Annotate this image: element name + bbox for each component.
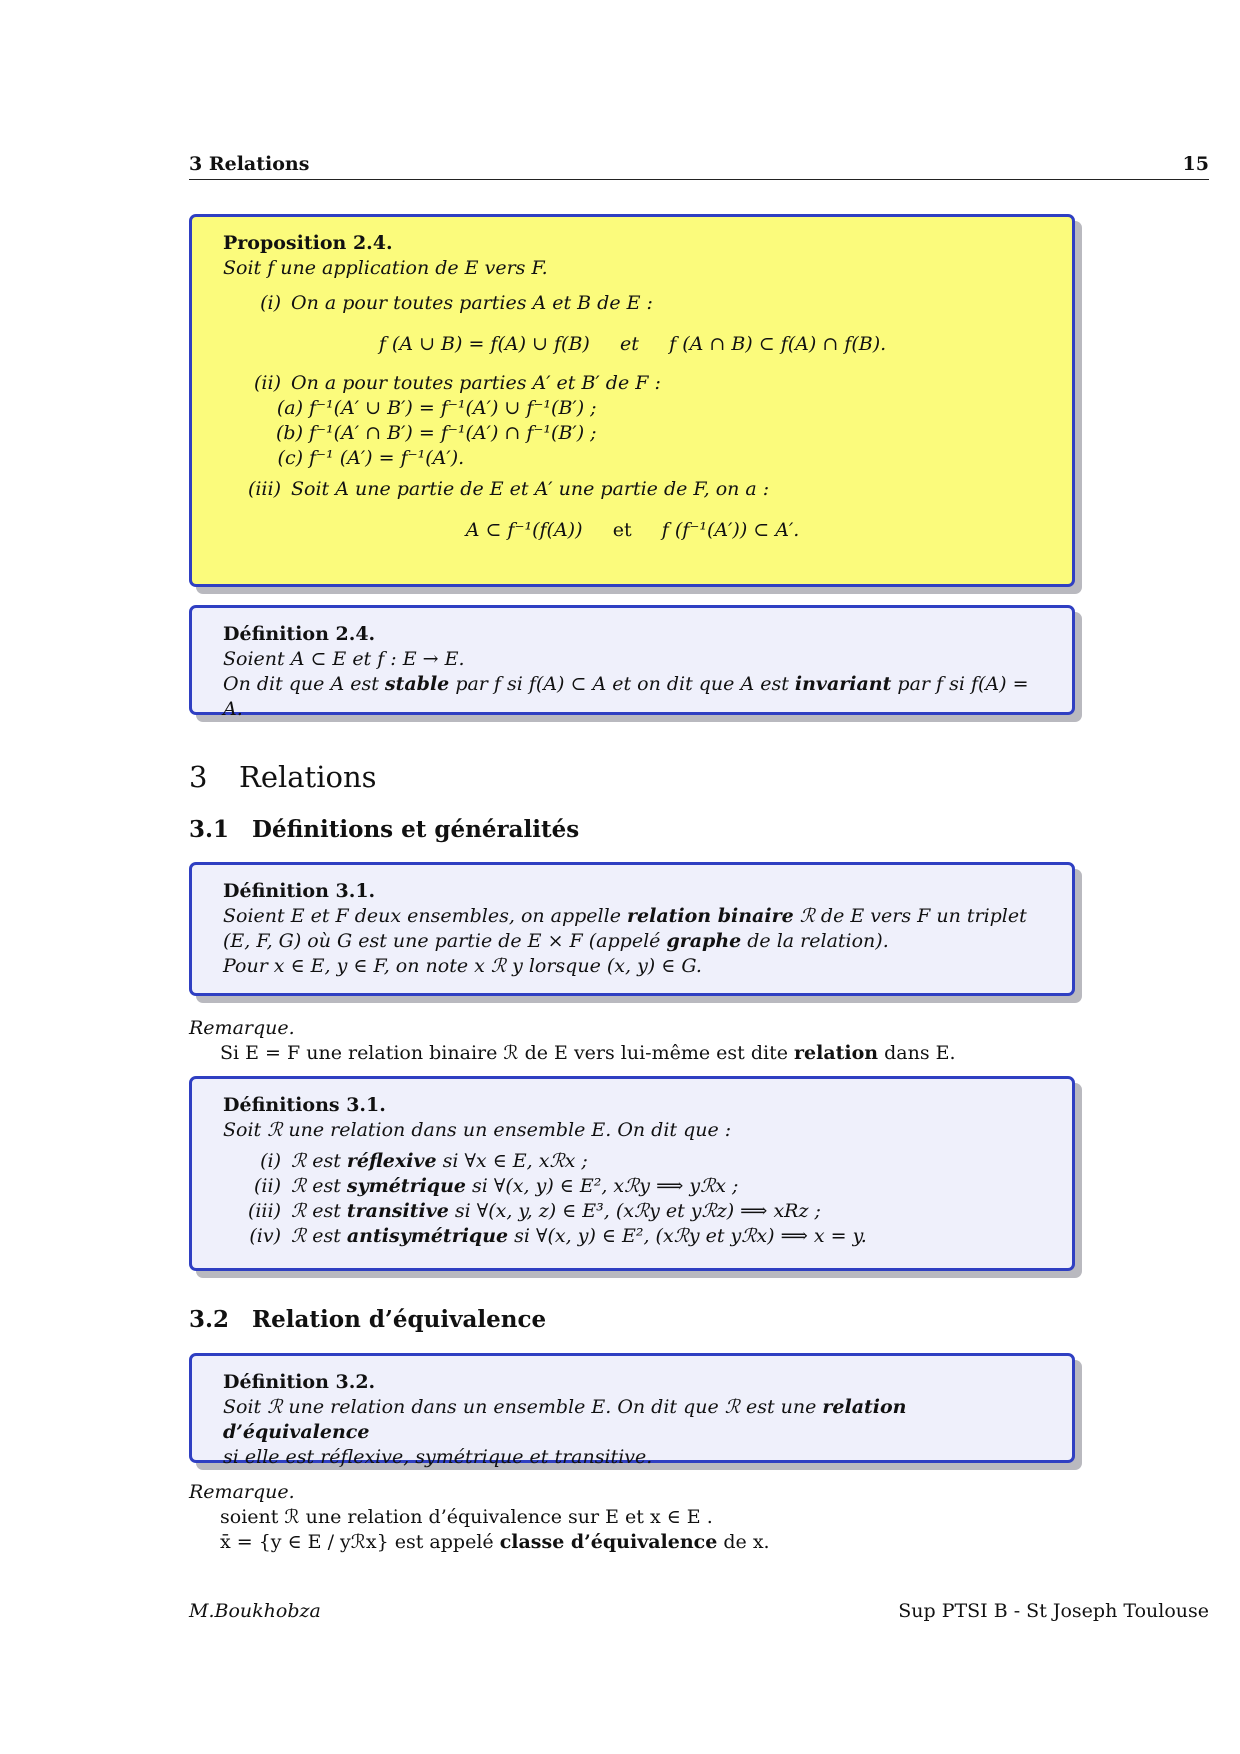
- sub-label: (b): [276, 422, 303, 444]
- footer-school: Sup PTSI B - St Joseph Toulouse: [898, 1600, 1209, 1622]
- section-heading: [189, 760, 377, 794]
- remark-line: x̄ = {y ∈ E / yℛx} est appelé classe d’équivalence de x.: [220, 1531, 770, 1553]
- sub-text: f⁻¹(A′ ∩ B′) = f⁻¹(A′) ∩ f⁻¹(B′) ;: [309, 422, 597, 444]
- running-header-section: 3 Relations: [189, 153, 310, 175]
- formula-preimage: [223, 518, 1042, 543]
- definition-line: Soient E et F deux ensembles, on appelle relation binaire ℛ de E vers F un triplet: [223, 905, 1027, 927]
- definition-line: On dit que A est stable par f si f(A) ⊂ A et on dit que A est invariant par f si f(A) = A.: [223, 673, 1029, 720]
- item-text: Soit A une partie de E et A′ une partie de F, on a :: [291, 478, 770, 500]
- definition-line: si elle est réflexive, symétrique et transitive.: [223, 1446, 653, 1468]
- formula-right: f (f⁻¹(A′)) ⊂ A′.: [661, 519, 800, 541]
- item-text: On a pour toutes parties A et B de E :: [291, 292, 653, 314]
- item-label: (i): [260, 292, 281, 314]
- item-label: (iv): [249, 1225, 281, 1247]
- keyword: transitive: [346, 1200, 449, 1222]
- keyword: réflexive: [346, 1150, 437, 1172]
- formula-mid: et: [612, 519, 632, 541]
- keyword-graphe: graphe: [666, 930, 742, 952]
- definition-line: Pour x ∈ E, y ∈ F, on note x ℛ y lorsque (x, y) ∈ G.: [223, 955, 702, 977]
- sub-label: (a): [276, 397, 303, 419]
- proposition-item-ii-c: [223, 446, 1042, 471]
- definition-3-2-box: [189, 1353, 1075, 1468]
- definition-title: Définitions 3.1.: [223, 1094, 386, 1116]
- definition-2-4-box: [189, 605, 1075, 720]
- definition-title: Définition 2.4.: [223, 623, 376, 645]
- formula-right: f (A ∩ B) ⊂ f(A) ∩ f(B).: [669, 333, 887, 355]
- item-label: (i): [260, 1150, 281, 1172]
- properties-list: [223, 1149, 1042, 1249]
- page-footer: [189, 1600, 1209, 1622]
- property-reflexive: (i) ℛ est réflexive si ∀x ∈ E, xℛx ;: [223, 1149, 1042, 1174]
- keyword-invariant: invariant: [794, 673, 892, 695]
- formula-left: A ⊂ f⁻¹(f(A)): [465, 519, 583, 541]
- definitions-3-1-box: [189, 1076, 1075, 1271]
- property-antisymmetric: (iv) ℛ est antisymétrique si ∀(x, y) ∈ E², (xℛy et yℛx) ⟹ x = y.: [223, 1224, 1042, 1249]
- item-label: (ii): [254, 1175, 281, 1197]
- proposition-intro: Soit f une application de E vers F.: [223, 257, 548, 279]
- proposition-item-iii: [223, 477, 1042, 502]
- sub-text: f⁻¹(A′ ∪ B′) = f⁻¹(A′) ∪ f⁻¹(B′) ;: [309, 397, 597, 419]
- keyword-relation: relation: [794, 1042, 879, 1064]
- subsection-heading: [189, 1306, 546, 1333]
- subsection-number: 3.2: [189, 1306, 230, 1333]
- definition-line: Soient A ⊂ E et f : E → E.: [223, 648, 465, 670]
- proposition-item-ii-a: [223, 396, 1042, 421]
- subsection-title: Définitions et généralités: [252, 816, 580, 843]
- item-label: (iii): [247, 478, 281, 500]
- remark-line: soient ℛ une relation d’équivalence sur E et x ∈ E .: [220, 1506, 713, 1528]
- property-symmetric: (ii) ℛ est symétrique si ∀(x, y) ∈ E², xℛy ⟹ yℛx ;: [223, 1174, 1042, 1199]
- sub-label: (c): [277, 447, 303, 469]
- keyword-classe-equivalence: classe d’équivalence: [499, 1531, 718, 1553]
- definition-title: Définition 3.1.: [223, 880, 376, 902]
- remark-title: Remarque.: [189, 1017, 295, 1039]
- proposition-box: [189, 214, 1075, 587]
- proposition-item-ii-b: [223, 421, 1042, 446]
- keyword: antisymétrique: [346, 1225, 509, 1247]
- subsection-title: Relation d’équivalence: [252, 1306, 547, 1333]
- keyword-relation-binaire: relation binaire: [627, 905, 794, 927]
- running-header: [189, 150, 1209, 180]
- definition-title: Définition 3.2.: [223, 1371, 376, 1393]
- section-number: 3: [189, 760, 208, 794]
- keyword-relation-equivalence: relation d’équivalence: [223, 1396, 907, 1443]
- definition-line: Soit ℛ une relation dans un ensemble E. On dit que ℛ est une relation d’équivalence: [223, 1396, 907, 1443]
- subsection-heading: [189, 816, 579, 843]
- item-label: (ii): [254, 372, 281, 394]
- sub-text: f⁻¹ (A′) = f⁻¹(A′).: [309, 447, 465, 469]
- subsection-number: 3.1: [189, 816, 230, 843]
- proposition-item-ii: [223, 371, 1042, 396]
- formula-mid: et: [620, 333, 639, 355]
- remark-body: Si E = F une relation binaire ℛ de E vers lui-même est dite relation dans E.: [220, 1042, 956, 1064]
- item-label: (iii): [247, 1200, 281, 1222]
- item-text: On a pour toutes parties A′ et B′ de F :: [291, 372, 661, 394]
- remark-block: [189, 1480, 770, 1555]
- formula-union-intersection: [223, 332, 1042, 357]
- proposition-item-i: [223, 291, 1042, 316]
- footer-author: M.Boukhobza: [189, 1600, 321, 1622]
- remark-title: Remarque.: [189, 1481, 295, 1503]
- definition-intro: Soit ℛ une relation dans un ensemble E. On dit que :: [223, 1119, 732, 1141]
- property-transitive: (iii) ℛ est transitive si ∀(x, y, z) ∈ E³, (xℛy et yℛz) ⟹ xRz ;: [223, 1199, 1042, 1224]
- definition-line: (E, F, G) où G est une partie de E × F (appelé graphe de la relation).: [223, 930, 889, 952]
- keyword-stable: stable: [384, 673, 450, 695]
- definition-3-1-box: [189, 862, 1075, 996]
- proposition-title: Proposition 2.4.: [223, 232, 393, 254]
- page-number: 15: [1182, 153, 1209, 175]
- remark-block: [189, 1016, 956, 1066]
- formula-left: f (A ∪ B) = f(A) ∪ f(B): [378, 333, 590, 355]
- section-title: Relations: [239, 760, 377, 794]
- keyword: symétrique: [346, 1175, 466, 1197]
